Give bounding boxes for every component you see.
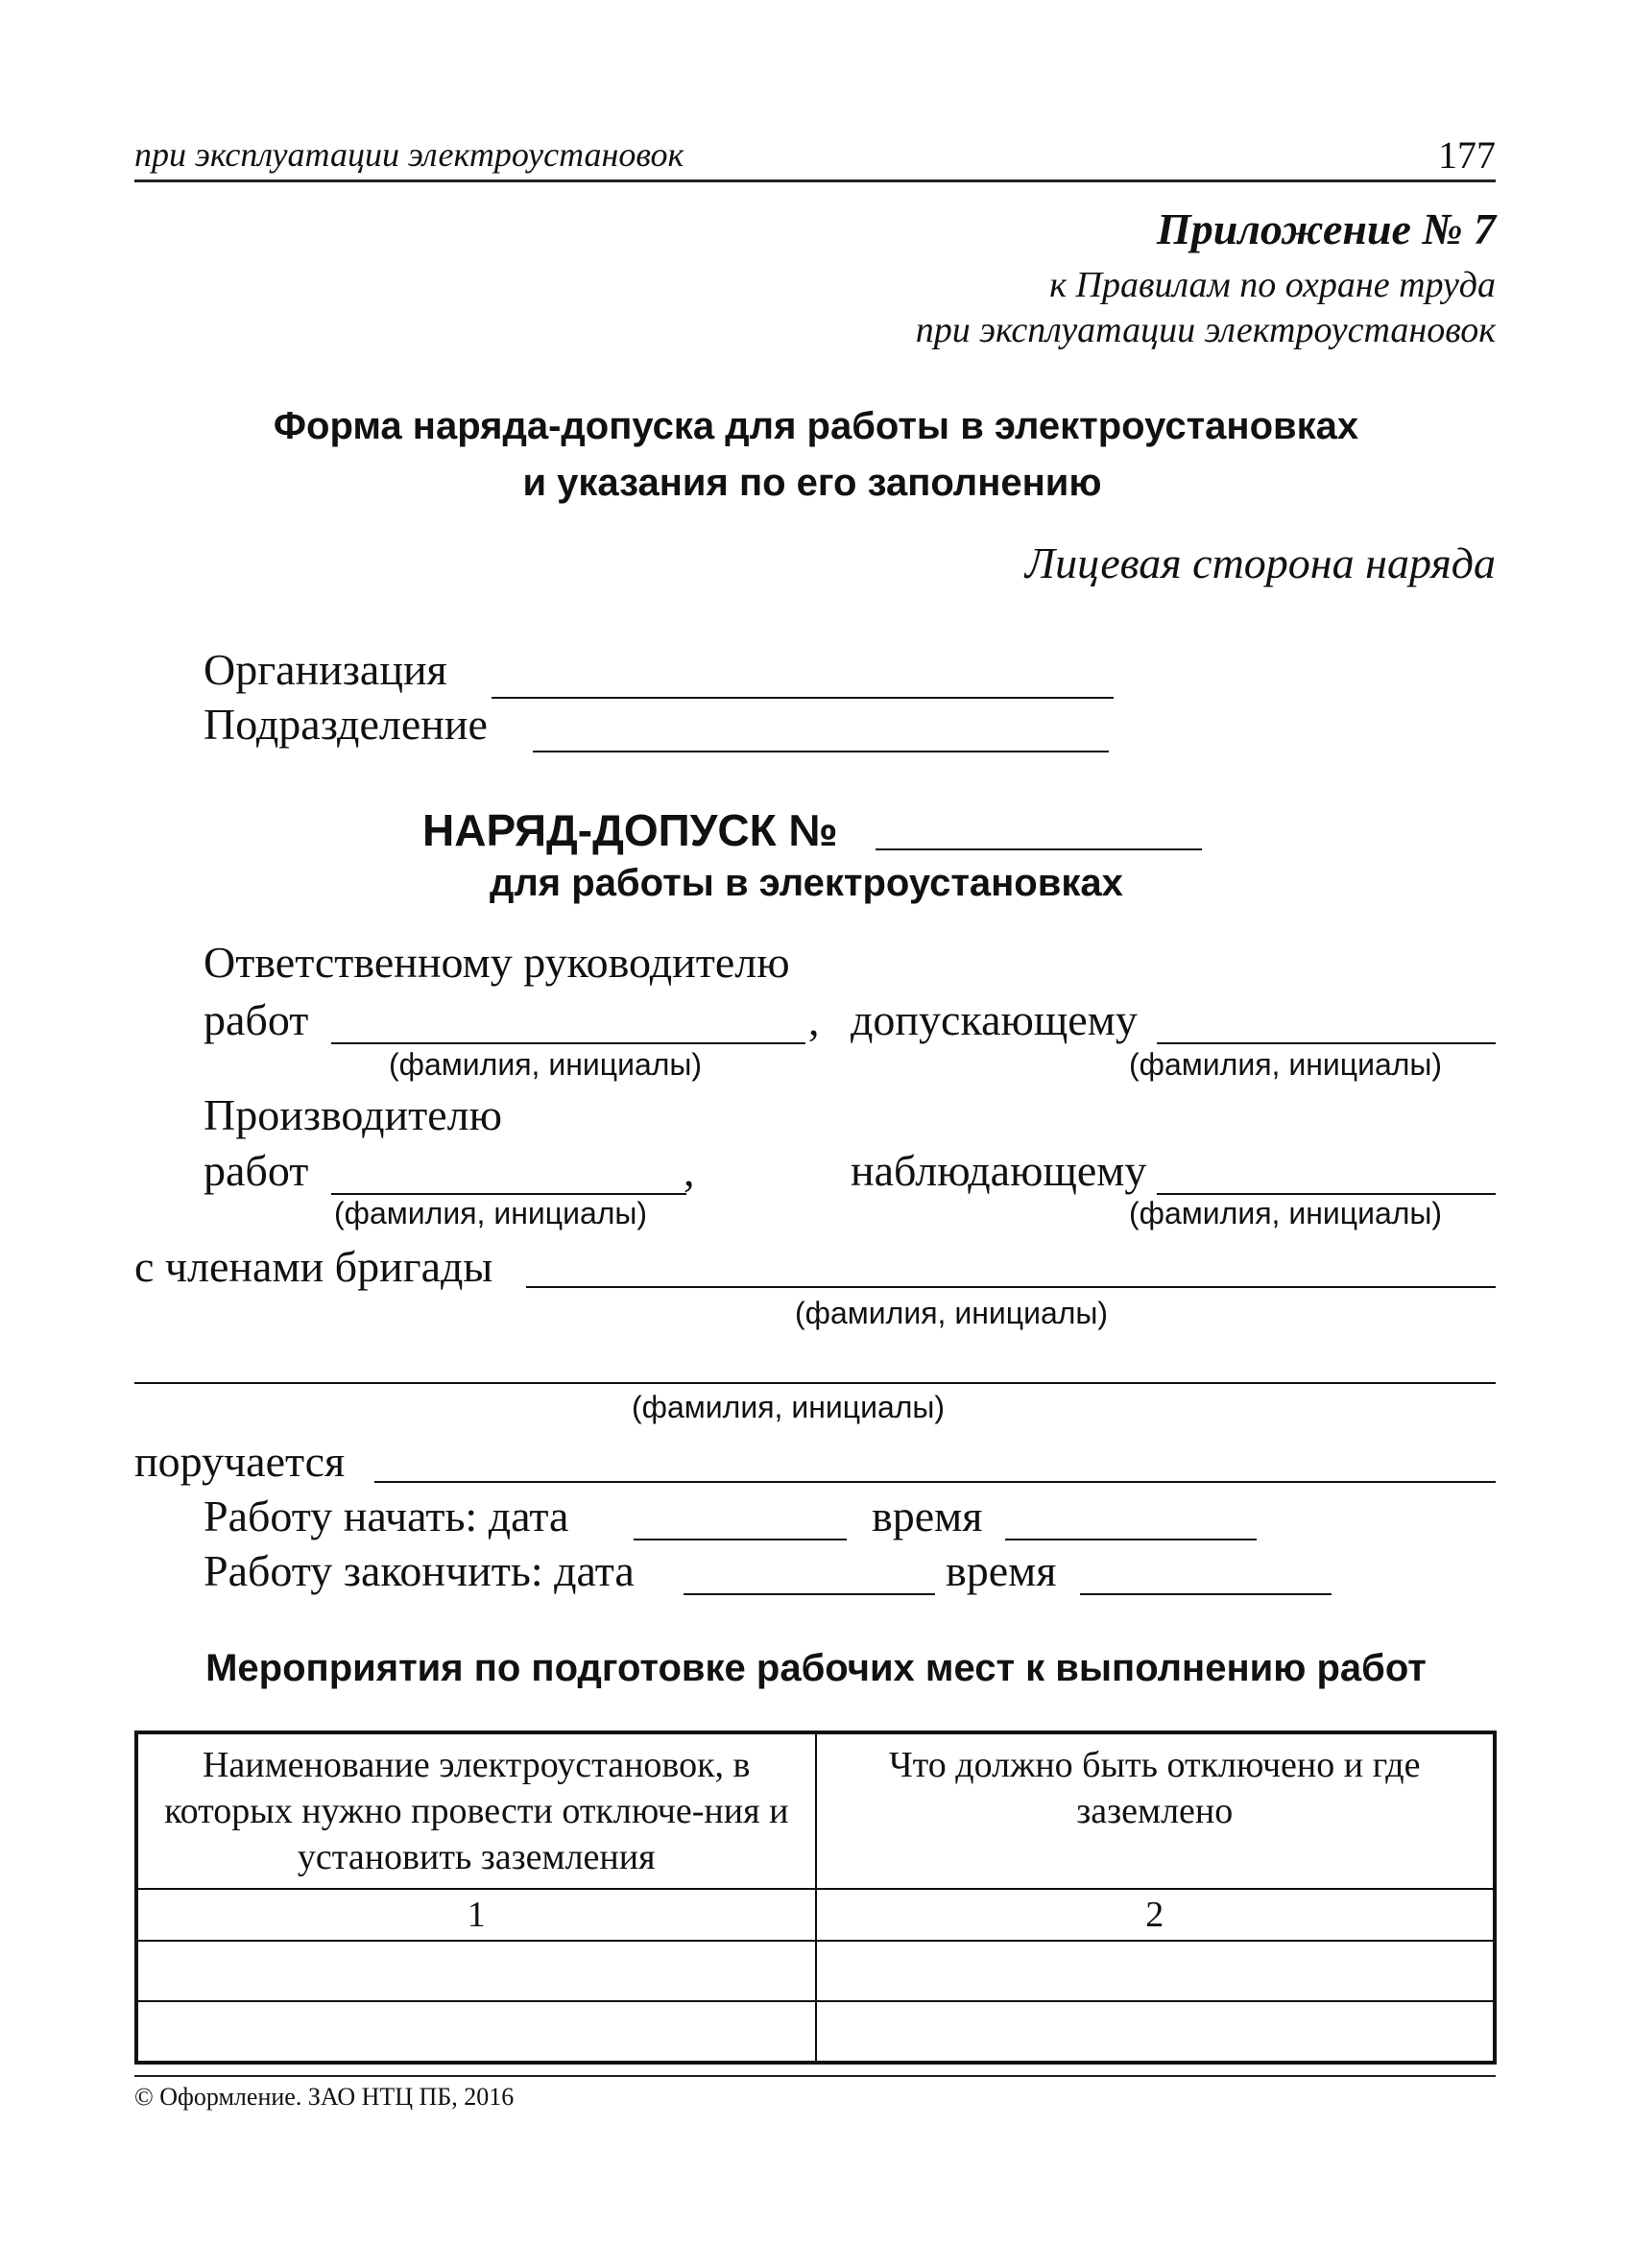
document-title-line-1: Форма наряда-допуска для работы в электроустановках xyxy=(273,405,1359,447)
organization-field[interactable] xyxy=(492,697,1114,699)
subdivision-label: Подразделение xyxy=(204,700,488,749)
measures-title: Мероприятия по подготовке рабочих мест к выполнению работ xyxy=(205,1647,1427,1689)
end-date-field[interactable] xyxy=(684,1593,935,1595)
brigade-members-field-2[interactable] xyxy=(134,1382,1496,1384)
observing-label: наблюдающему xyxy=(851,1146,1147,1195)
name-caption: (фамилия, инициалы) xyxy=(1129,1047,1443,1082)
works-label-2: работ xyxy=(204,1146,309,1195)
header-divider xyxy=(134,179,1496,182)
name-caption: (фамилия, инициалы) xyxy=(632,1390,946,1424)
name-caption: (фамилия, инициалы) xyxy=(1129,1196,1443,1230)
measures-table xyxy=(134,1731,1497,2065)
observing-field[interactable] xyxy=(1157,1193,1496,1195)
responsible-manager-label: Ответственному руководителю xyxy=(204,938,790,987)
permit-number-field[interactable] xyxy=(876,848,1202,850)
entrusted-label: поручается xyxy=(134,1437,346,1486)
subdivision-field[interactable] xyxy=(533,751,1109,752)
table-number-cell: 1 xyxy=(136,1889,816,1941)
table-header-cell: Наименование электроустановок, в которых нужно провести отключе-ния и установить заземления xyxy=(136,1732,816,1889)
copyright-footer: © Оформление. ЗАО НТЦ ПБ, 2016 xyxy=(134,2083,515,2111)
start-time-field[interactable] xyxy=(1005,1539,1257,1540)
table-cell[interactable] xyxy=(136,1941,816,2001)
comma-1: , xyxy=(808,995,820,1044)
entrusted-field[interactable] xyxy=(374,1481,1496,1483)
producer-label: Производителю xyxy=(204,1090,502,1139)
running-title: при эксплуатации электроустановок xyxy=(134,135,684,174)
start-date-field[interactable] xyxy=(634,1539,847,1540)
admitting-field[interactable] xyxy=(1157,1042,1496,1044)
start-date-label: Работу начать: дата xyxy=(204,1492,569,1540)
comma-2: , xyxy=(684,1146,695,1195)
table-row xyxy=(136,1941,1495,2001)
table-row xyxy=(136,2001,1495,2063)
end-date-label: Работу закончить: дата xyxy=(204,1546,635,1595)
page-number: 177 xyxy=(1438,133,1496,177)
start-time-label: время xyxy=(872,1492,983,1540)
table-cell[interactable] xyxy=(816,2001,1496,2063)
table-cell[interactable] xyxy=(816,1941,1496,2001)
appendix-title: Приложение № 7 xyxy=(1156,204,1496,253)
face-side-note: Лицевая сторона наряда xyxy=(1024,538,1496,587)
works-label-1: работ xyxy=(204,995,309,1044)
admitting-label: допускающему xyxy=(851,995,1138,1044)
table-cell[interactable] xyxy=(136,2001,816,2063)
footer-divider xyxy=(134,2075,1496,2077)
table-number-row xyxy=(136,1889,1495,1941)
organization-label: Организация xyxy=(204,645,447,694)
permit-title: НАРЯД-ДОПУСК № xyxy=(422,805,838,855)
document-title-line-2: и указания по его заполнению xyxy=(522,462,1102,504)
producer-field[interactable] xyxy=(331,1193,686,1195)
name-caption: (фамилия, инициалы) xyxy=(334,1196,648,1230)
end-time-field[interactable] xyxy=(1080,1593,1332,1595)
name-caption: (фамилия, инициалы) xyxy=(389,1047,703,1082)
end-time-label: время xyxy=(946,1546,1057,1595)
permit-subtitle: для работы в электроустановках xyxy=(490,862,1123,904)
brigade-members-label: с членами бригады xyxy=(134,1242,493,1291)
appendix-line-1: к Правилам по охране труда xyxy=(1049,265,1496,305)
brigade-members-field[interactable] xyxy=(526,1286,1496,1288)
table-header-cell: Что должно быть отключено и где заземлено xyxy=(816,1732,1496,1889)
name-caption: (фамилия, инициалы) xyxy=(795,1296,1109,1330)
table-header-row xyxy=(136,1732,1495,1889)
appendix-line-2: при эксплуатации электроустановок xyxy=(915,310,1496,350)
table-number-cell: 2 xyxy=(816,1889,1496,1941)
responsible-manager-field[interactable] xyxy=(331,1042,805,1044)
